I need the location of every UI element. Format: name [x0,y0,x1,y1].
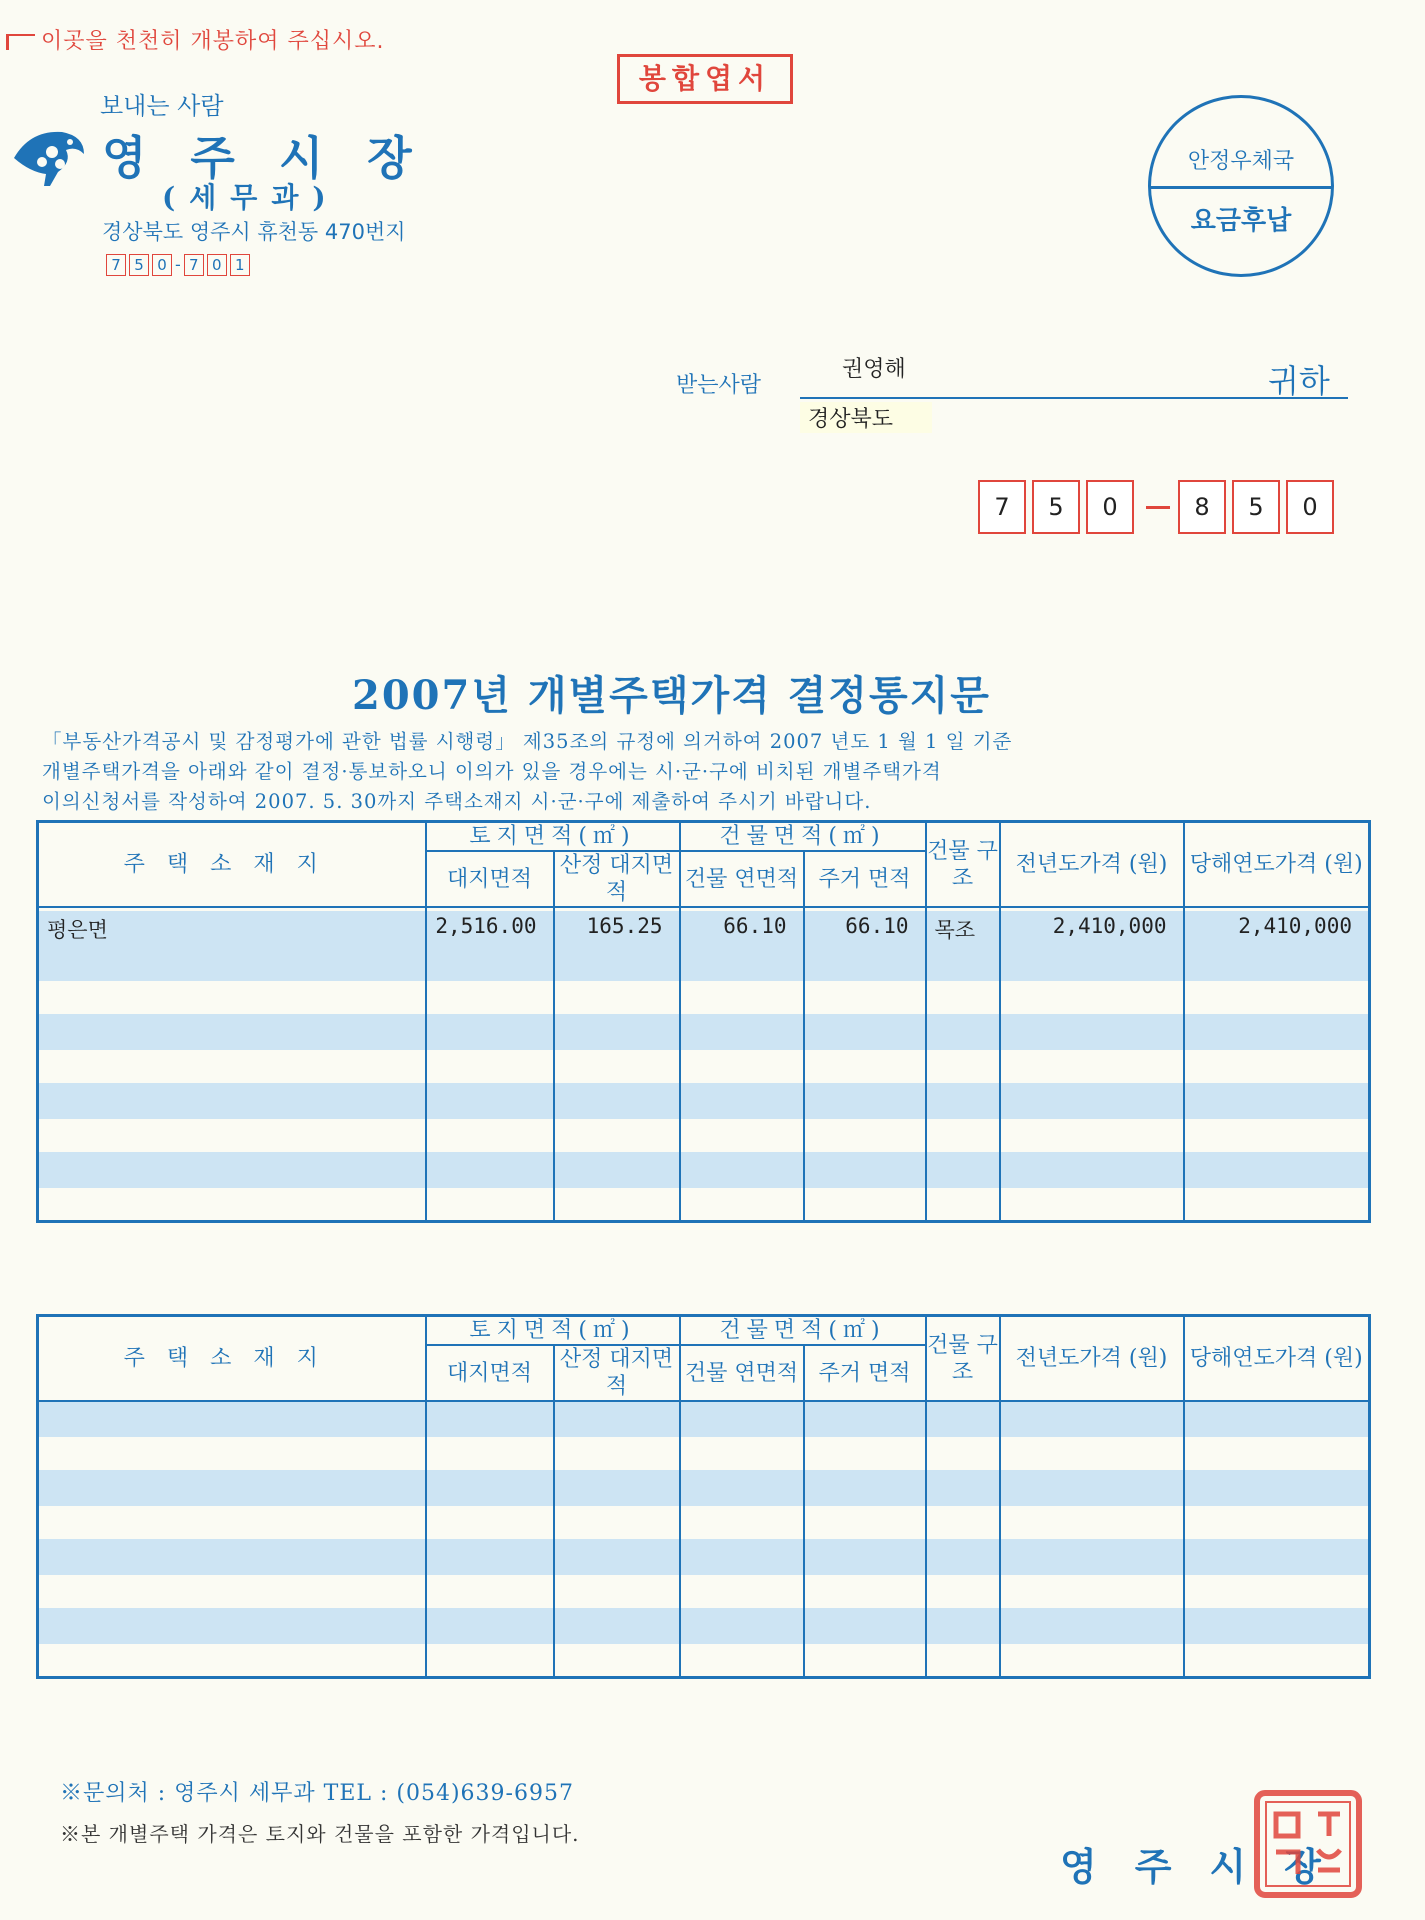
col-building-area: 건물면적(㎡) [680,1316,926,1346]
zip-digit: 5 [129,254,149,276]
sender-address: 경상북도 영주시 휴천동 470번지 [102,220,406,244]
price-note: ※본 개별주택 가격은 토지와 건물을 포함한 가격입니다. [60,1822,580,1846]
table-row [38,1083,1370,1152]
open-instruction [6,24,385,55]
recipient-address: 경상북도 [800,402,932,433]
recipient-honorific: 귀하 [1268,362,1330,400]
recipient-underline [800,397,1348,399]
postmark-divider [1151,186,1331,189]
sender-name: 영주시장 [102,131,456,185]
table-row [38,1470,1370,1539]
zip-digit: 0 [152,254,172,276]
cell-structure: 목조 [926,907,1000,945]
table-row [38,907,1370,945]
zip-digit: 0 [207,254,227,276]
tear-arrow-icon [6,34,35,50]
col-site-area: 대지면적 [426,851,554,907]
col-calc-site-area: 산정 대지면적 [554,1345,680,1401]
col-building-area: 건물면적(㎡) [680,822,926,852]
cell-curr-price: 2,410,000 [1184,907,1370,945]
zip-digit: 0 [1286,480,1334,534]
housing-price-table [36,820,1371,1223]
postage-fee-note: 요금후납 [1190,206,1292,236]
zip-digit: 8 [1178,480,1226,534]
open-instruction-text: 이곳을 천천히 개봉하여 주십시오. [41,29,385,54]
zip-digit: 5 [1232,480,1280,534]
col-location: 주택소재지 [38,1316,426,1402]
housing-price-table-copy [36,1314,1371,1679]
cell-total-floor-area: 66.10 [680,907,804,945]
col-land-area: 토지면적(㎡) [426,1316,680,1346]
col-curr-price: 당해연도가격 (원) [1184,822,1370,908]
zip-digit: 1 [230,254,250,276]
col-land-area: 토지면적(㎡) [426,822,680,852]
mail-type-stamp: 봉합엽서 [617,54,793,104]
notice-title: 2007년 개별주택가격 결정통지문 [352,672,991,719]
sender-label: 보내는 사람 [100,92,224,120]
zip-digit: 7 [978,480,1026,534]
zip-digit: 0 [1086,480,1134,534]
col-calc-site-area: 산정 대지면적 [554,851,680,907]
table-row [38,1401,1370,1470]
zip-dash [1146,506,1170,509]
sender-zipcode [106,254,250,276]
cell-prev-price: 2,410,000 [1000,907,1184,945]
post-office-name: 안정우체국 [1187,149,1295,174]
zip-dash: - [175,255,181,274]
col-structure: 건물 구조 [926,1316,1000,1402]
postage-postmark [1148,95,1334,277]
table-row [38,1608,1370,1677]
zip-digit: 7 [106,254,126,276]
col-prev-price: 전년도가격 (원) [1000,822,1184,908]
table-row [38,945,1370,1014]
cell-calc-site-area: 165.25 [554,907,680,945]
cell-residential-area: 66.10 [804,907,926,945]
col-site-area: 대지면적 [426,1345,554,1401]
sender-department: (세무과) [162,181,340,214]
cell-site-area: 2,516.00 [426,907,554,945]
city-logo-icon [10,128,86,188]
zip-digit: 5 [1032,480,1080,534]
zip-digit: 7 [184,254,204,276]
col-total-floor-area: 건물 연면적 [680,851,804,907]
table-row [38,1152,1370,1221]
cell-location: 평은면 [38,907,426,945]
col-total-floor-area: 건물 연면적 [680,1345,804,1401]
col-prev-price: 전년도가격 (원) [1000,1316,1184,1402]
recipient-label: 받는사람 [676,373,762,398]
official-seal-icon [1254,1790,1362,1898]
notice-text-line: 「부동산가격공시 및 감정평가에 관한 법률 시행령」 제35조의 규정에 의거하여 2007 년도 1 월 1 일 기준 [42,730,1013,753]
issuer-name: 영주시장 [1060,1844,1359,1889]
notice-text-line: 이의신청서를 작성하여 2007. 5. 30까지 주택소재지 시·군·구에 제출하여 주시기 바랍니다. [42,790,872,813]
col-curr-price: 당해연도가격 (원) [1184,1316,1370,1402]
col-residential-area: 주거 면적 [804,851,926,907]
inquiry-contact: ※문의처 : 영주시 세무과 TEL : (054)639-6957 [60,1781,574,1806]
table-row [38,1014,1370,1083]
col-structure: 건물 구조 [926,822,1000,908]
col-location: 주택소재지 [38,822,426,908]
recipient-zipcode [978,480,1340,534]
recipient-name: 권영해 [842,357,906,382]
table-row [38,1539,1370,1608]
col-residential-area: 주거 면적 [804,1345,926,1401]
notice-text-line: 개별주택가격을 아래와 같이 결정·통보하오니 이의가 있을 경우에는 시·군·구에 비치된 개별주택가격 [42,760,942,783]
